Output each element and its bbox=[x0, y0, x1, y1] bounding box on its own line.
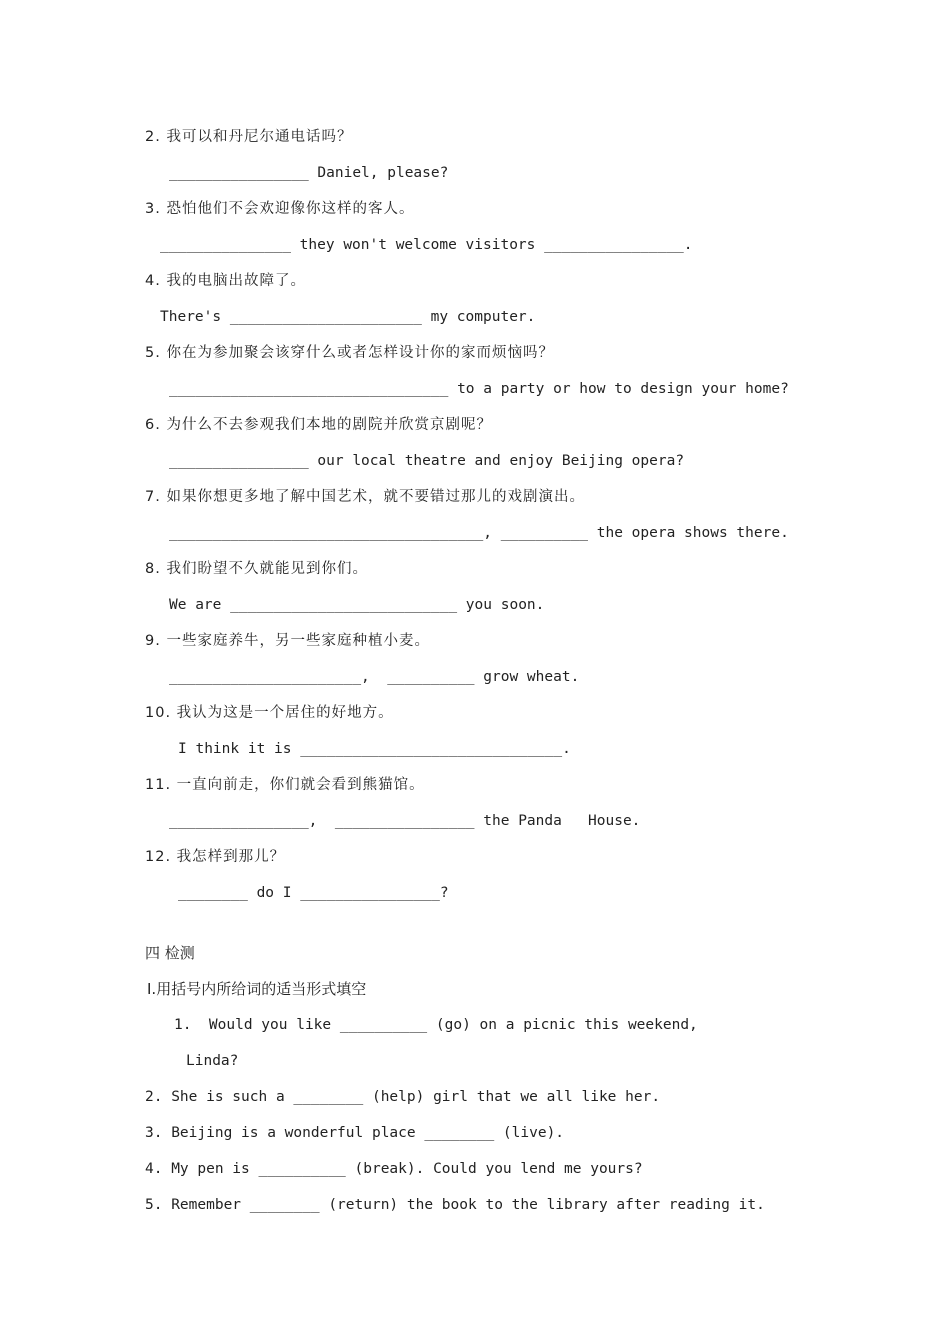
exercise-1-line-1: 1. Would you like __________ (go) on a picnic this weekend, bbox=[174, 1017, 698, 1033]
exercise-5: 5. Remember ________ (return) the book to the library after reading it. bbox=[145, 1197, 765, 1213]
item-8-prompt: 8. 我们盼望不久就能见到你们。 bbox=[145, 561, 368, 577]
item-9-answer: ______________________, __________ grow wheat. bbox=[169, 669, 580, 685]
item-6-answer: ________________ our local theatre and enjoy Beijing opera? bbox=[169, 453, 685, 469]
item-7-answer: ____________________________________, __________ the opera shows there. bbox=[169, 525, 789, 541]
item-11-prompt: 11. 一直向前走，你们就会看到熊猫馆。 bbox=[145, 777, 425, 793]
item-4-answer: There's ______________________ my computer. bbox=[160, 309, 536, 325]
item-5-prompt: 5. 你在为参加聚会该穿什么或者怎样设计你的家而烦恼吗？ bbox=[145, 345, 554, 361]
item-7-prompt: 7. 如果你想更多地了解中国艺术，就不要错过那儿的戏剧演出。 bbox=[145, 489, 585, 505]
item-10-prompt: 10. 我认为这是一个居住的好地方。 bbox=[145, 705, 394, 721]
exercise-2: 2. She is such a ________ (help) girl that we all like her. bbox=[145, 1089, 661, 1105]
item-5-answer: ________________________________ to a party or how to design your home? bbox=[169, 381, 789, 397]
item-3-answer: _______________ they won't welcome visitors ________________. bbox=[160, 237, 693, 253]
section-4-subheading: Ⅰ.用括号内所给词的适当形式填空 bbox=[147, 980, 367, 998]
item-3-prompt: 3. 恐怕他们不会欢迎像你这样的客人。 bbox=[145, 201, 415, 217]
section-4-heading: 四 检测 bbox=[145, 944, 195, 962]
item-9-prompt: 9. 一些家庭养牛，另一些家庭种植小麦。 bbox=[145, 633, 430, 649]
item-10-answer: I think it is ______________________________. bbox=[178, 741, 571, 757]
item-6-prompt: 6. 为什么不去参观我们本地的剧院并欣赏京剧呢？ bbox=[145, 417, 492, 433]
item-12-answer: ________ do I ________________? bbox=[178, 885, 449, 901]
item-11-answer: ________________, ________________ the Panda House. bbox=[169, 813, 641, 829]
item-4-prompt: 4. 我的电脑出故障了。 bbox=[145, 273, 306, 289]
item-2-answer: ________________ Daniel, please? bbox=[169, 165, 449, 181]
exercise-1-line-2: Linda? bbox=[186, 1053, 239, 1069]
exercise-3: 3. Beijing is a wonderful place ________ (live). bbox=[145, 1125, 565, 1141]
item-8-answer: We are __________________________ you soon. bbox=[169, 597, 545, 613]
item-2-prompt: 2. 我可以和丹尼尔通电话吗？ bbox=[145, 129, 353, 145]
exercise-4: 4. My pen is __________ (break). Could you lend me yours? bbox=[145, 1161, 643, 1177]
item-12-prompt: 12. 我怎样到那儿？ bbox=[145, 849, 286, 865]
